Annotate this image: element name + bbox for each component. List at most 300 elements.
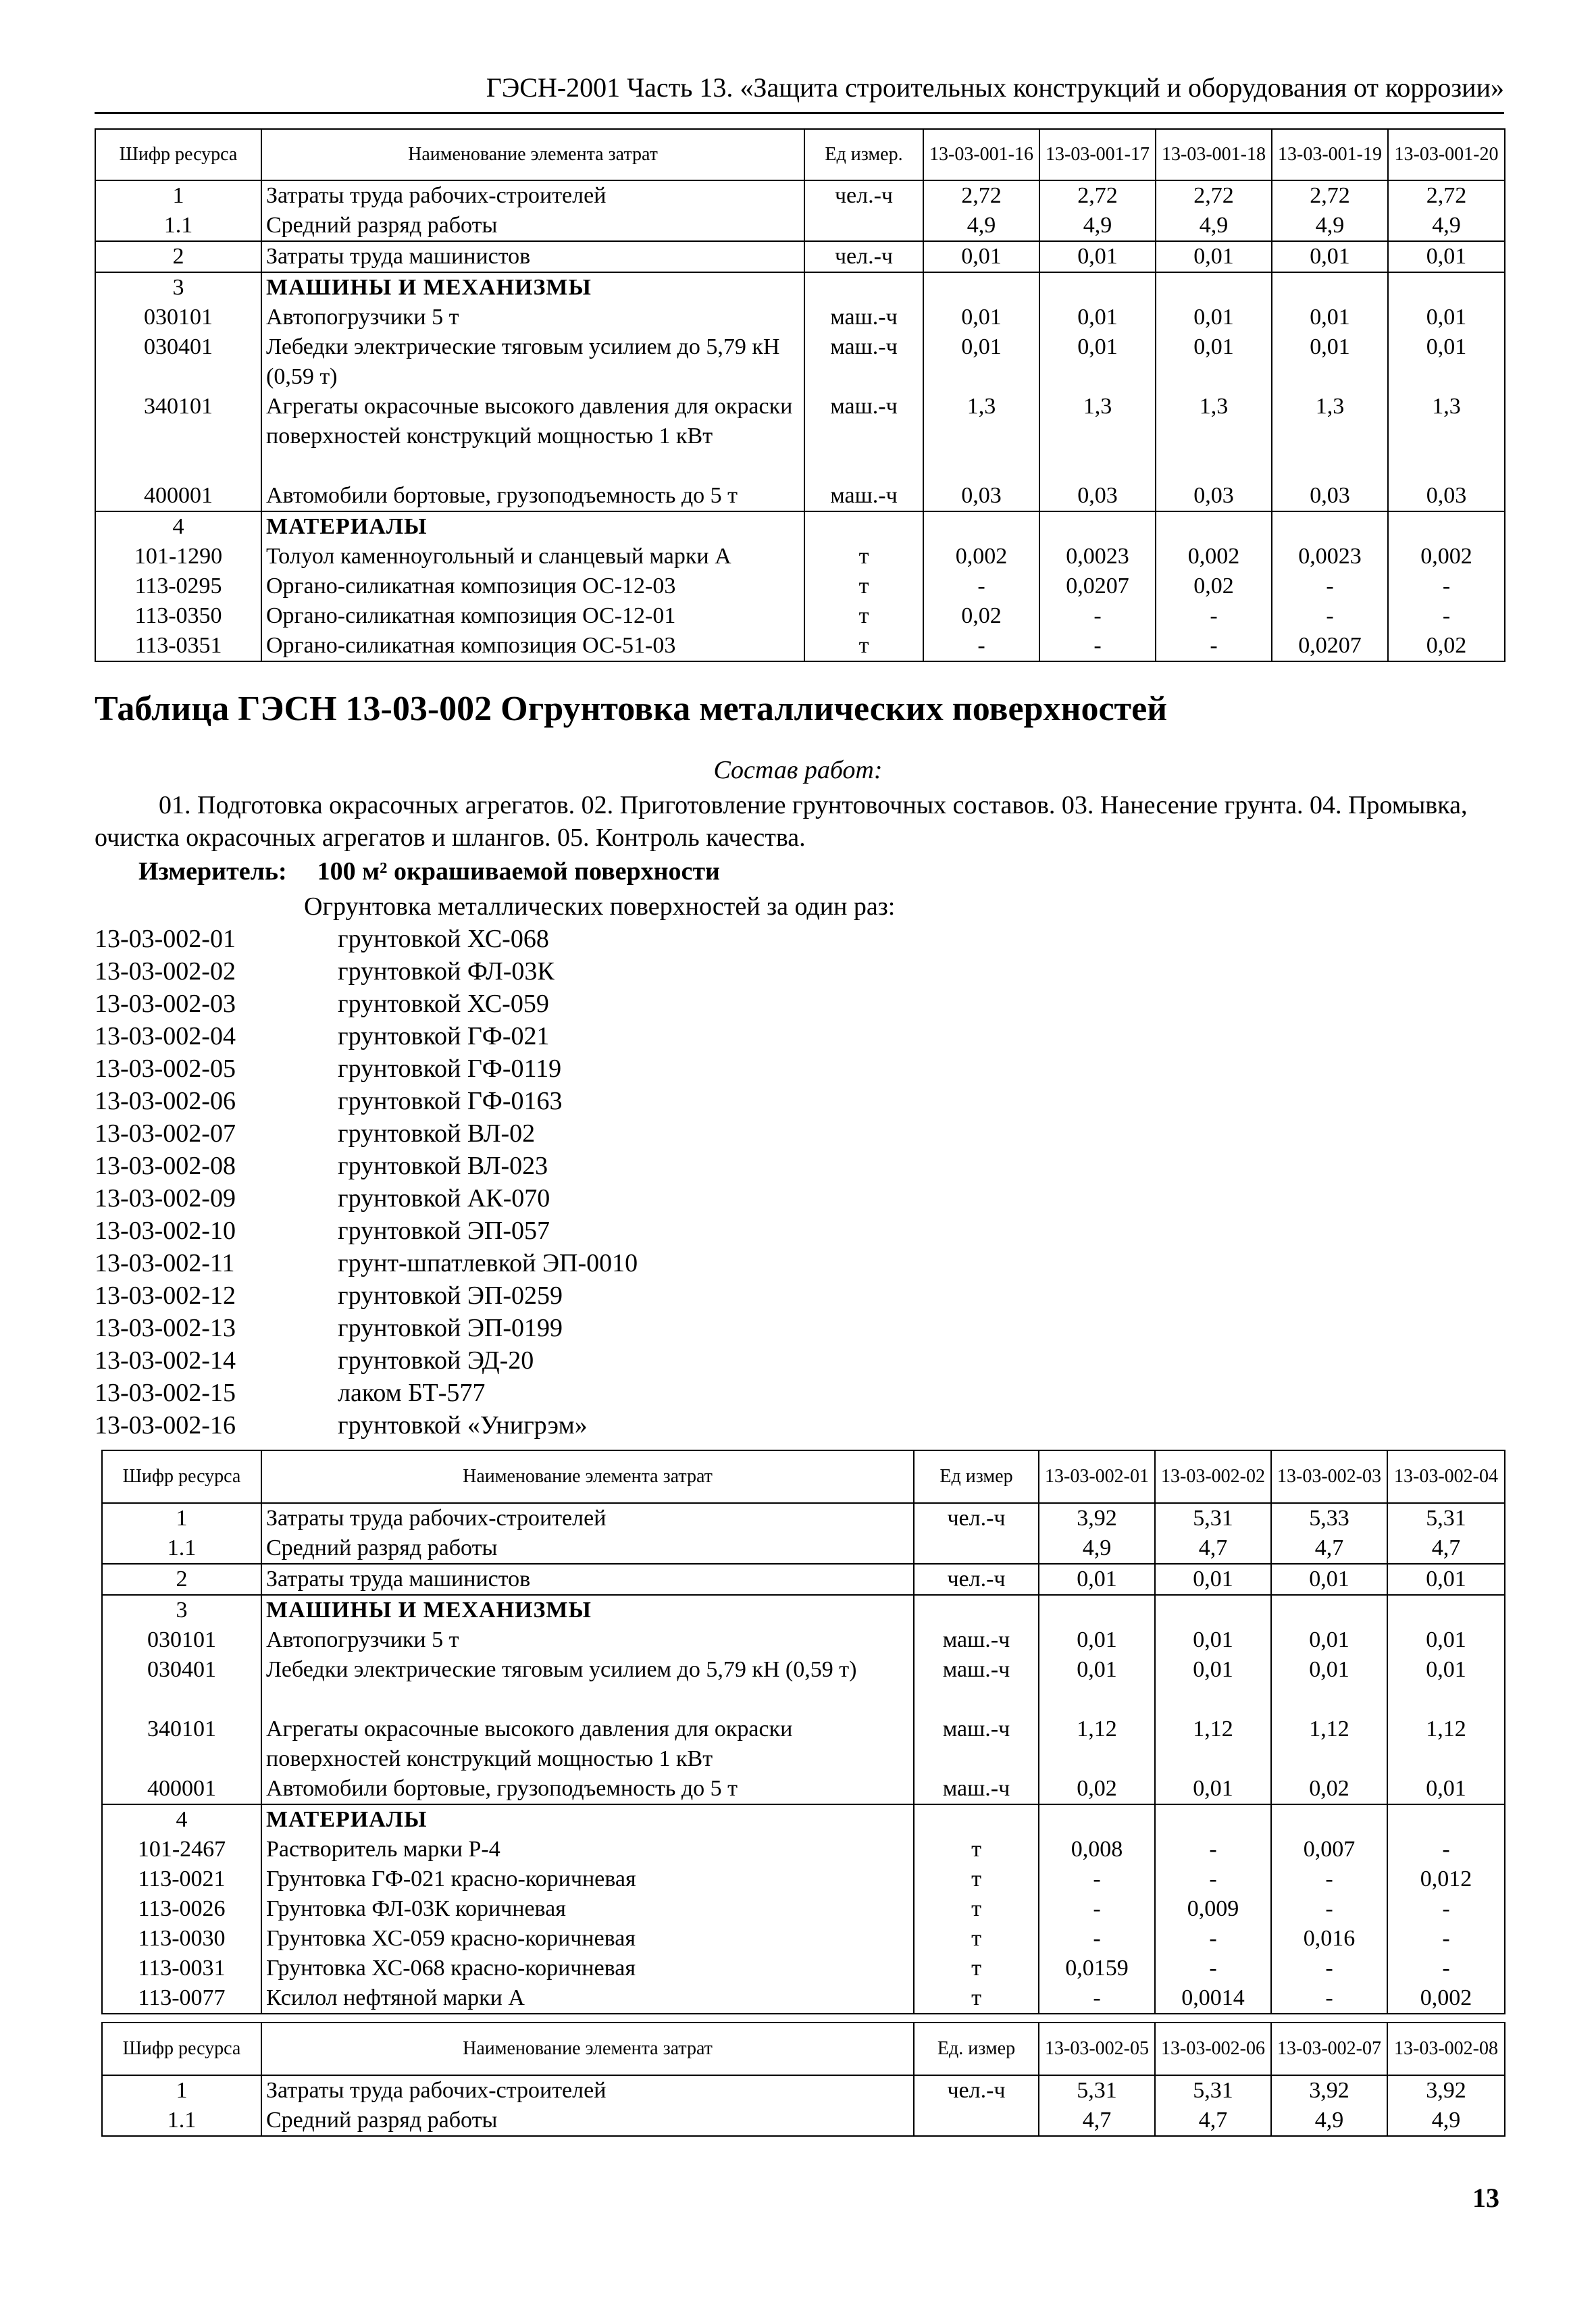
resource-unit: т <box>914 1954 1039 1983</box>
resource-code: 2 <box>102 1564 261 1595</box>
table-row <box>102 1804 1505 1835</box>
norm-value: 0,01 <box>1272 241 1388 272</box>
table-row <box>95 272 1505 303</box>
resource-code: 1.1 <box>102 2106 261 2136</box>
norm-value: 4,7 <box>1387 1533 1505 1564</box>
variant-name: грунтовкой ГФ-021 <box>338 1022 550 1050</box>
norm-value: 4,7 <box>1155 2106 1271 2136</box>
measure-value: 100 м² окрашиваемой поверхности <box>317 857 720 886</box>
resource-code: 4 <box>102 1804 261 1835</box>
variant-item <box>95 1085 638 1117</box>
resource-unit <box>804 511 923 542</box>
norm-value: 0,01 <box>1387 1774 1505 1804</box>
table-row <box>102 1625 1505 1655</box>
resource-code: 030101 <box>95 303 261 332</box>
resource-name: Затраты труда рабочих-строителей <box>261 180 804 211</box>
norm-value: - <box>1039 1864 1155 1894</box>
resource-code: 400001 <box>102 1774 261 1804</box>
header-norm-code: 13-03-002-02 <box>1155 1450 1271 1503</box>
norm-value <box>923 272 1039 303</box>
resource-code: 030101 <box>102 1625 261 1655</box>
resource-code: 101-1290 <box>95 542 261 571</box>
norm-value <box>1039 272 1156 303</box>
resource-name: Лебедки электрические тяговым усилием до 5,79 кН (0,59 т) <box>261 1655 914 1714</box>
page-header-title: ГЭСН-2001 Часть 13. «Защита строительных конструкций и оборудования от коррозии» <box>486 72 1504 103</box>
resource-code: 113-0021 <box>102 1864 261 1894</box>
table-row <box>95 481 1505 511</box>
norm-value: 1,3 <box>1388 392 1505 481</box>
norm-value: 0,01 <box>1039 241 1156 272</box>
resource-unit: чел.-ч <box>914 1564 1039 1595</box>
resource-unit: маш.-ч <box>804 392 923 481</box>
norm-value: 0,01 <box>1155 1774 1271 1804</box>
resource-name: Агрегаты окрасочные высокого давления для окраски поверхностей конструкций мощностью 1 кВт <box>261 1714 914 1774</box>
norm-value: - <box>1271 1864 1387 1894</box>
page-header <box>95 72 1504 114</box>
norm-value <box>1156 511 1272 542</box>
norm-value <box>1039 1804 1155 1835</box>
resource-unit <box>804 211 923 241</box>
variant-item <box>95 1182 638 1215</box>
norm-value: 0,01 <box>1387 1655 1505 1714</box>
variant-name: грунтовкой ГФ-0119 <box>338 1054 562 1083</box>
variant-code: 13-03-002-07 <box>95 1119 236 1148</box>
variant-item <box>95 1344 638 1377</box>
norm-value: 3,92 <box>1387 2075 1505 2106</box>
norm-value: - <box>1271 1954 1387 1983</box>
norm-value: 0,01 <box>1388 241 1505 272</box>
variant-name: грунтовкой ХС-068 <box>338 925 549 953</box>
norm-value: 0,009 <box>1155 1894 1271 1924</box>
norm-value: - <box>1039 1983 1155 2014</box>
resource-code: 113-0295 <box>95 571 261 601</box>
norm-value: 0,01 <box>1039 1655 1155 1714</box>
norm-value <box>1155 1595 1271 1625</box>
variant-name: лаком БТ-577 <box>338 1379 486 1407</box>
variant-name: грунтовкой ВЛ-02 <box>338 1119 536 1148</box>
table-row <box>95 303 1505 332</box>
resource-code: 1.1 <box>102 1533 261 1564</box>
resource-unit: маш.-ч <box>804 481 923 511</box>
norm-value: 4,7 <box>1271 1533 1387 1564</box>
resource-unit: маш.-ч <box>914 1774 1039 1804</box>
resource-unit <box>914 1595 1039 1625</box>
norm-value: - <box>1387 1924 1505 1954</box>
variant-name: грунтовкой «Унигрэм» <box>338 1411 588 1440</box>
norm-value: 0,01 <box>1388 303 1505 332</box>
variant-code: 13-03-002-06 <box>95 1087 236 1115</box>
variant-name: грунт-шпатлевкой ЭП-0010 <box>338 1249 638 1277</box>
norm-value: 4,9 <box>1039 211 1156 241</box>
table-row <box>95 511 1505 542</box>
table-row <box>102 1595 1505 1625</box>
norm-value: 1,3 <box>1156 392 1272 481</box>
resource-name: Органо-силикатная композиция ОС-51-03 <box>261 631 804 661</box>
resource-unit: чел.-ч <box>914 2075 1039 2106</box>
header-code: Шифр ресурса <box>95 129 261 180</box>
table-row <box>102 1503 1505 1533</box>
header-unit: Ед. измер <box>914 2023 1039 2075</box>
norm-value: 1,3 <box>1272 392 1388 481</box>
resource-table-13-03-001 <box>95 128 1505 662</box>
norm-value: 1,12 <box>1271 1714 1387 1774</box>
table-row <box>95 631 1505 661</box>
norm-value: 0,01 <box>1039 1564 1155 1595</box>
variant-name: грунтовкой ЭП-057 <box>338 1217 550 1245</box>
variant-name: грунтовкой ЭП-0259 <box>338 1281 563 1310</box>
variant-code: 13-03-002-15 <box>95 1379 236 1407</box>
variant-code: 13-03-002-14 <box>95 1346 236 1375</box>
variant-code: 13-03-002-02 <box>95 957 236 986</box>
header-name: Наименование элемента затрат <box>261 129 804 180</box>
variant-item <box>95 923 638 955</box>
resource-table-13-03-002-05-08 <box>101 2022 1505 2137</box>
norm-value: 0,03 <box>1039 481 1156 511</box>
table-row <box>102 2106 1505 2136</box>
resource-name: Средний разряд работы <box>261 1533 914 1564</box>
norm-value: 0,0207 <box>1039 571 1156 601</box>
resource-code: 113-0350 <box>95 601 261 631</box>
variant-item <box>95 1409 638 1442</box>
table-row <box>102 2075 1505 2106</box>
resource-unit <box>914 1533 1039 1564</box>
resource-code: 113-0031 <box>102 1954 261 1983</box>
resource-name: Грунтовка ГФ-021 красно-коричневая <box>261 1864 914 1894</box>
variant-code: 13-03-002-03 <box>95 990 236 1018</box>
norm-value: 2,72 <box>1272 180 1388 211</box>
resource-unit: т <box>804 542 923 571</box>
resource-name: Грунтовка ФЛ-03К коричневая <box>261 1894 914 1924</box>
table-row <box>102 1954 1505 1983</box>
resource-name: Средний разряд работы <box>261 2106 914 2136</box>
header-norm-code: 13-03-002-01 <box>1039 1450 1155 1503</box>
norm-value: 1,3 <box>1039 392 1156 481</box>
resource-name: МАШИНЫ И МЕХАНИЗМЫ <box>261 272 804 303</box>
norm-value: 0,01 <box>1272 332 1388 392</box>
resource-code: 030401 <box>95 332 261 392</box>
variant-item <box>95 988 638 1020</box>
resource-name: МАШИНЫ И МЕХАНИЗМЫ <box>261 1595 914 1625</box>
resource-name: Грунтовка ХС-068 красно-коричневая <box>261 1954 914 1983</box>
resource-name: МАТЕРИАЛЫ <box>261 511 804 542</box>
variant-code: 13-03-002-04 <box>95 1022 236 1050</box>
variant-code: 13-03-002-11 <box>95 1249 235 1277</box>
norm-value: 0,01 <box>1271 1564 1387 1595</box>
norm-value <box>1271 1595 1387 1625</box>
resource-unit: чел.-ч <box>914 1503 1039 1533</box>
header-norm-code: 13-03-001-20 <box>1388 129 1505 180</box>
norm-value <box>1039 1595 1155 1625</box>
norm-value <box>923 511 1039 542</box>
norm-value: 0,01 <box>1388 332 1505 392</box>
variant-item <box>95 1215 638 1247</box>
header-norm-code: 13-03-002-08 <box>1387 2023 1505 2075</box>
table-row <box>102 1655 1505 1714</box>
resource-name: Органо-силикатная композиция ОС-12-03 <box>261 571 804 601</box>
measure-line <box>138 857 720 886</box>
variant-item <box>95 1052 638 1085</box>
resource-name: Автопогрузчики 5 т <box>261 303 804 332</box>
norm-value: - <box>1272 601 1388 631</box>
resource-unit: т <box>914 1924 1039 1954</box>
variant-item <box>95 1150 638 1182</box>
variant-code: 13-03-002-12 <box>95 1281 236 1310</box>
table-row <box>95 392 1505 481</box>
works-description: 01. Подготовка окрасочных агрегатов. 02. Приготовление грунтовочных составов. 03. Нанесение грунта. 04. Промывка, очистка окрасочных агрегатов и шлангов. 05. Контроль качества. <box>95 791 1468 852</box>
norm-value: 4,9 <box>1272 211 1388 241</box>
header-name: Наименование элемента затрат <box>261 1450 914 1503</box>
header-norm-code: 13-03-001-18 <box>1156 129 1272 180</box>
norm-value <box>1388 511 1505 542</box>
resource-name: Органо-силикатная композиция ОС-12-01 <box>261 601 804 631</box>
norm-value: 0,012 <box>1387 1864 1505 1894</box>
header-norm-code: 13-03-002-07 <box>1271 2023 1387 2075</box>
norm-value: 0,01 <box>1155 1625 1271 1655</box>
header-norm-code: 13-03-002-04 <box>1387 1450 1505 1503</box>
resource-code: 101-2467 <box>102 1835 261 1864</box>
resource-unit: т <box>914 1835 1039 1864</box>
variant-name: грунтовкой ХС-059 <box>338 990 549 1018</box>
norm-value: 0,03 <box>923 481 1039 511</box>
norm-value: 2,72 <box>1039 180 1156 211</box>
table-row <box>102 1864 1505 1894</box>
norm-value <box>1387 1595 1505 1625</box>
norm-value: 4,7 <box>1039 2106 1155 2136</box>
table-row <box>102 1924 1505 1954</box>
norm-value: - <box>1387 1835 1505 1864</box>
variant-code: 13-03-002-08 <box>95 1152 236 1180</box>
norm-value: 0,0014 <box>1155 1983 1271 2014</box>
norm-value: - <box>1039 1924 1155 1954</box>
resource-code: 030401 <box>102 1655 261 1714</box>
norm-value: 1,12 <box>1155 1714 1271 1774</box>
norm-value: 0,016 <box>1271 1924 1387 1954</box>
norm-value: 0,01 <box>1271 1655 1387 1714</box>
resource-unit: т <box>804 571 923 601</box>
header-norm-code: 13-03-002-06 <box>1155 2023 1271 2075</box>
table-row <box>95 241 1505 272</box>
norm-value: 4,9 <box>1156 211 1272 241</box>
resource-code: 1 <box>95 180 261 211</box>
norm-value: 3,92 <box>1039 1503 1155 1533</box>
norm-value <box>1271 1804 1387 1835</box>
header-norm-code: 13-03-002-03 <box>1271 1450 1387 1503</box>
norm-value: 0,03 <box>1388 481 1505 511</box>
norm-value: 0,01 <box>1271 1625 1387 1655</box>
norm-value: - <box>923 631 1039 661</box>
norm-value: - <box>1387 1954 1505 1983</box>
resource-name: Затраты труда рабочих-строителей <box>261 1503 914 1533</box>
variant-code: 13-03-002-01 <box>95 925 236 953</box>
table-row <box>102 1983 1505 2014</box>
header-code: Шифр ресурса <box>102 2023 261 2075</box>
resource-unit: т <box>914 1864 1039 1894</box>
resource-name: Растворитель марки Р-4 <box>261 1835 914 1864</box>
norm-value: 0,01 <box>923 241 1039 272</box>
header-norm-code: 13-03-001-16 <box>923 129 1039 180</box>
norm-value: 5,31 <box>1039 2075 1155 2106</box>
table-row <box>102 1714 1505 1774</box>
norm-value: 1,3 <box>923 392 1039 481</box>
norm-value: 0,03 <box>1156 481 1272 511</box>
norm-value: 0,01 <box>1155 1564 1271 1595</box>
norm-value: 0,01 <box>1039 1625 1155 1655</box>
norm-value: 2,72 <box>1156 180 1272 211</box>
header-norm-code: 13-03-002-05 <box>1039 2023 1155 2075</box>
variant-code: 13-03-002-05 <box>95 1054 236 1083</box>
norm-value: - <box>1388 571 1505 601</box>
variant-code: 13-03-002-13 <box>95 1314 236 1342</box>
table-row <box>95 571 1505 601</box>
resource-unit <box>804 272 923 303</box>
table-row <box>95 211 1505 241</box>
norm-value: 5,31 <box>1155 1503 1271 1533</box>
norm-value: - <box>1039 601 1156 631</box>
measure-label: Измеритель: <box>138 857 287 886</box>
norm-value: 0,02 <box>1039 1774 1155 1804</box>
resource-name: Агрегаты окрасочные высокого давления для окраски поверхностей конструкций мощностью 1 кВт <box>261 392 804 481</box>
resource-code: 3 <box>95 272 261 303</box>
norm-value: 0,007 <box>1271 1835 1387 1864</box>
norm-value: 0,002 <box>1387 1983 1505 2014</box>
resource-code: 113-0026 <box>102 1894 261 1924</box>
norm-value: 0,01 <box>923 332 1039 392</box>
resource-unit: т <box>914 1894 1039 1924</box>
resource-name: Грунтовка ХС-059 красно-коричневая <box>261 1924 914 1954</box>
variant-item <box>95 1279 638 1312</box>
norm-value: 5,33 <box>1271 1503 1387 1533</box>
norm-value: 0,002 <box>1388 542 1505 571</box>
variant-item <box>95 1377 638 1409</box>
variant-code: 13-03-002-16 <box>95 1411 236 1440</box>
norm-value: 0,01 <box>1155 1655 1271 1714</box>
resource-unit <box>914 1804 1039 1835</box>
norm-value: 0,02 <box>1156 571 1272 601</box>
norm-value: 0,002 <box>1156 542 1272 571</box>
works-heading: Состав работ: <box>713 756 883 784</box>
resource-code: 113-0077 <box>102 1983 261 2014</box>
norm-value <box>1156 272 1272 303</box>
norm-value: 0,0159 <box>1039 1954 1155 1983</box>
norm-value <box>1039 511 1156 542</box>
norm-value: 0,02 <box>1271 1774 1387 1804</box>
resource-unit: т <box>914 1983 1039 2014</box>
variant-item <box>95 1312 638 1344</box>
variant-name: грунтовкой ЭД-20 <box>338 1346 534 1375</box>
resource-name: Затраты труда рабочих-строителей <box>261 2075 914 2106</box>
resource-code: 2 <box>95 241 261 272</box>
table-row <box>95 542 1505 571</box>
norm-value: 1,12 <box>1039 1714 1155 1774</box>
norm-value: 4,9 <box>923 211 1039 241</box>
variant-code: 13-03-002-09 <box>95 1184 236 1213</box>
variant-item <box>95 1020 638 1052</box>
table-row <box>95 332 1505 392</box>
resource-unit: маш.-ч <box>914 1625 1039 1655</box>
table-row <box>102 1533 1505 1564</box>
norm-value: - <box>1155 1864 1271 1894</box>
table-title: Таблица ГЭСН 13-03-002 Огрунтовка металлических поверхностей <box>95 690 1168 728</box>
norm-value: - <box>1272 571 1388 601</box>
variant-name: грунтовкой АК-070 <box>338 1184 550 1213</box>
table-row <box>102 1774 1505 1804</box>
variant-name: грунтовкой ФЛ-03К <box>338 957 555 986</box>
resource-code: 1 <box>102 1503 261 1533</box>
norm-value: 4,7 <box>1155 1533 1271 1564</box>
resource-name: Автопогрузчики 5 т <box>261 1625 914 1655</box>
resource-unit: маш.-ч <box>804 303 923 332</box>
norm-value: 0,008 <box>1039 1835 1155 1864</box>
norm-value: 0,0207 <box>1272 631 1388 661</box>
norm-value: 2,72 <box>1388 180 1505 211</box>
norm-value: 0,01 <box>1039 303 1156 332</box>
resource-unit: т <box>804 631 923 661</box>
page-number: 13 <box>1472 2183 1499 2213</box>
header-norm-code: 13-03-001-19 <box>1272 129 1388 180</box>
header-unit: Ед измер. <box>804 129 923 180</box>
variant-item <box>95 1247 638 1279</box>
resource-name: МАТЕРИАЛЫ <box>261 1804 914 1835</box>
header-name: Наименование элемента затрат <box>261 2023 914 2075</box>
norm-value: - <box>923 571 1039 601</box>
variant-name: грунтовкой ГФ-0163 <box>338 1087 563 1115</box>
resource-name: Затраты труда машинистов <box>261 241 804 272</box>
resource-code: 4 <box>95 511 261 542</box>
table-row <box>102 1894 1505 1924</box>
norm-value: 4,9 <box>1271 2106 1387 2136</box>
table-row <box>102 1564 1505 1595</box>
norm-value: 0,0023 <box>1039 542 1156 571</box>
norm-value: 0,03 <box>1272 481 1388 511</box>
header-code: Шифр ресурса <box>102 1450 261 1503</box>
resource-code: 1 <box>102 2075 261 2106</box>
resource-code: 340101 <box>102 1714 261 1774</box>
variant-name: грунтовкой ЭП-0199 <box>338 1314 563 1342</box>
norm-value: 0,01 <box>1156 241 1272 272</box>
table-row <box>95 601 1505 631</box>
resource-code: 3 <box>102 1595 261 1625</box>
variant-list <box>95 923 638 1442</box>
norm-value <box>1272 511 1388 542</box>
resource-name: Толуол каменноугольный и сланцевый марки А <box>261 542 804 571</box>
norm-value <box>1155 1804 1271 1835</box>
norm-value: 3,92 <box>1271 2075 1387 2106</box>
header-unit: Ед измер <box>914 1450 1039 1503</box>
norm-value: - <box>1155 1835 1271 1864</box>
norm-value: - <box>1271 1983 1387 2014</box>
resource-unit: чел.-ч <box>804 180 923 211</box>
norm-value: - <box>1271 1894 1387 1924</box>
norm-value: 4,9 <box>1387 2106 1505 2136</box>
variant-item <box>95 1117 638 1150</box>
norm-value <box>1388 272 1505 303</box>
norm-value: 0,0023 <box>1272 542 1388 571</box>
norm-value: - <box>1156 631 1272 661</box>
variant-name: грунтовкой ВЛ-023 <box>338 1152 548 1180</box>
norm-value: 5,31 <box>1155 2075 1271 2106</box>
norm-value: 0,01 <box>1156 332 1272 392</box>
norm-value <box>1387 1804 1505 1835</box>
resource-name: Затраты труда машинистов <box>261 1564 914 1595</box>
norm-value: 0,01 <box>1039 332 1156 392</box>
header-norm-code: 13-03-001-17 <box>1039 129 1156 180</box>
resource-name: Средний разряд работы <box>261 211 804 241</box>
norm-value: - <box>1039 1894 1155 1924</box>
norm-value: 0,01 <box>1272 303 1388 332</box>
table-row <box>102 1835 1505 1864</box>
resource-name: Ксилол нефтяной марки А <box>261 1983 914 2014</box>
resource-name: Автомобили бортовые, грузоподъемность до 5 т <box>261 481 804 511</box>
